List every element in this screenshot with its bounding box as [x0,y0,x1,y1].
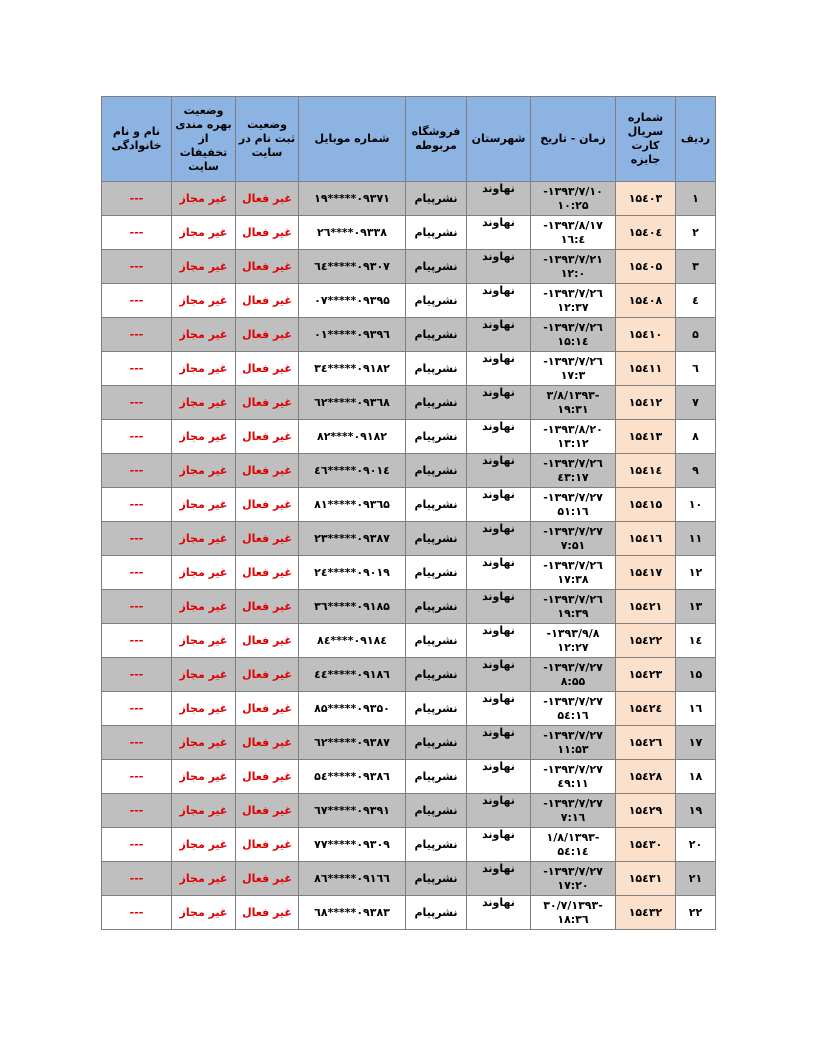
table-row [102,624,716,658]
header-serial: شماره سریال کارت جایزه [616,97,676,182]
mobile-cell: ۰۹۰۱٤*****٤٦ [299,454,406,488]
city-cell: نهاوند [467,216,531,250]
row-index: ۱۰ [676,488,716,522]
shop-cell: نشرپیام [406,386,467,420]
register-status-cell: غیر فعال [236,284,299,318]
datetime-cell: ۱۳۹۳/۷/۲۷- ۱۱:۵۳ [531,726,616,760]
city-cell: نهاوند [467,828,531,862]
benefit-status-cell: غیر مجاز [172,692,236,726]
shop-cell: نشرپیام [406,318,467,352]
row-index: ۱۱ [676,522,716,556]
row-index: ۲۱ [676,862,716,896]
table-row [102,386,716,420]
serial-cell: ۱۵٤۲۱ [616,590,676,624]
datetime-cell: ۱۳۹۳/۷/۲۷- ۱٦:۵٤ [531,692,616,726]
header-mobile: شماره موبایل [299,97,406,182]
shop-cell: نشرپیام [406,794,467,828]
benefit-status-cell: غیر مجاز [172,658,236,692]
name-cell: --- [102,488,172,522]
mobile-cell: ۰۹۳۰۷*****٦٤ [299,250,406,284]
table-row [102,522,716,556]
benefit-status-cell: غیر مجاز [172,420,236,454]
register-status-cell: غیر فعال [236,760,299,794]
name-cell: --- [102,658,172,692]
shop-cell: نشرپیام [406,760,467,794]
register-status-cell: غیر فعال [236,216,299,250]
city-cell: نهاوند [467,862,531,896]
name-cell: --- [102,284,172,318]
register-status-cell: غیر فعال [236,522,299,556]
register-status-cell: غیر فعال [236,556,299,590]
mobile-cell: ۰۹۱٦٦*****۸٦ [299,862,406,896]
serial-cell: ۱۵٤۱۰ [616,318,676,352]
name-cell: --- [102,454,172,488]
shop-cell: نشرپیام [406,420,467,454]
benefit-status-cell: غیر مجاز [172,216,236,250]
mobile-cell: ۰۹۱۸۵*****۳٦ [299,590,406,624]
serial-cell: ۱۵٤۱۵ [616,488,676,522]
table-row [102,896,716,930]
benefit-status-cell: غیر مجاز [172,284,236,318]
serial-cell: ۱۵٤۰٤ [616,216,676,250]
register-status-cell: غیر فعال [236,590,299,624]
benefit-status-cell: غیر مجاز [172,386,236,420]
serial-cell: ۱۵٤۱۳ [616,420,676,454]
register-status-cell: غیر فعال [236,828,299,862]
benefit-status-cell: غیر مجاز [172,760,236,794]
row-index: ۱۳ [676,590,716,624]
register-status-cell: غیر فعال [236,624,299,658]
benefit-status-cell: غیر مجاز [172,726,236,760]
table-row [102,726,716,760]
register-status-cell: غیر فعال [236,726,299,760]
datetime-cell: ۱۳۹۳/۷/۲۷- ۷:۵۱ [531,522,616,556]
table-row [102,590,716,624]
serial-cell: ۱۵٤۲۸ [616,760,676,794]
name-cell: --- [102,420,172,454]
serial-cell: ۱۵٤۲۲ [616,624,676,658]
city-cell: نهاوند [467,590,531,624]
city-cell: نهاوند [467,420,531,454]
table-row [102,420,716,454]
mobile-cell: ۰۹۰۱۹*****۲٤ [299,556,406,590]
table-row [102,794,716,828]
city-cell: نهاوند [467,488,531,522]
datetime-cell: -۱/۸/۱۳۹۳ ۱٤:۵٤ [531,828,616,862]
header-shop: فروشگاه مربوطه [406,97,467,182]
datetime-cell: ۱۳۹۳/۷/۲٦- ۱۷:۳۸ [531,556,616,590]
name-cell: --- [102,318,172,352]
mobile-cell: ۰۹۳۸۳*****٦۸ [299,896,406,930]
name-cell: --- [102,624,172,658]
datetime-cell: ۱۳۹۳/۷/۲٦- ۱۵:۱٤ [531,318,616,352]
register-status-cell: غیر فعال [236,896,299,930]
shop-cell: نشرپیام [406,250,467,284]
row-index: ۱۸ [676,760,716,794]
serial-cell: ۱۵٤۱٤ [616,454,676,488]
shop-cell: نشرپیام [406,488,467,522]
table-row [102,692,716,726]
serial-cell: ۱۵٤۰۳ [616,182,676,216]
name-cell: --- [102,862,172,896]
city-cell: نهاوند [467,794,531,828]
benefit-status-cell: غیر مجاز [172,488,236,522]
name-cell: --- [102,692,172,726]
name-cell: --- [102,896,172,930]
mobile-cell: ۰۹۳٦۵*****۸۱ [299,488,406,522]
serial-cell: ۱۵٤۰۵ [616,250,676,284]
benefit-status-cell: غیر مجاز [172,182,236,216]
register-status-cell: غیر فعال [236,794,299,828]
benefit-status-cell: غیر مجاز [172,896,236,930]
serial-cell: ۱۵٤۲۹ [616,794,676,828]
header-register-status: وضعیت ثبت نام در سایت [236,97,299,182]
serial-cell: ۱۵٤۳۱ [616,862,676,896]
header-benefit-status: وضعیت بهره مندی از تخفیفات سایت [172,97,236,182]
register-status-cell: غیر فعال [236,488,299,522]
name-cell: --- [102,726,172,760]
mobile-cell: ۰۹۳۹۱*****٦۷ [299,794,406,828]
register-status-cell: غیر فعال [236,420,299,454]
winners-table [101,96,716,930]
datetime-cell: ۱۳۹۳/۷/۲۷- ۸:۵۵ [531,658,616,692]
shop-cell: نشرپیام [406,692,467,726]
datetime-cell: -۳۰/۷/۱۳۹۳ ۱۸:۳٦ [531,896,616,930]
table-row [102,556,716,590]
mobile-cell: ۰۹۱۸٤****۸٤ [299,624,406,658]
row-index: ۹ [676,454,716,488]
row-index: ۱۹ [676,794,716,828]
mobile-cell: ۰۹۳۰۹*****۷۷ [299,828,406,862]
serial-cell: ۱۵٤۲٦ [616,726,676,760]
table-row [102,284,716,318]
mobile-cell: ۰۹۳۵۰*****۸۵ [299,692,406,726]
serial-cell: ۱۵٤۳۲ [616,896,676,930]
city-cell: نهاوند [467,284,531,318]
datetime-cell: ۱۳۹۳/۸/۲۰- ۱۳:۱۲ [531,420,616,454]
shop-cell: نشرپیام [406,862,467,896]
datetime-cell: ۱۳۹۳/۷/۲۷- ۱۷:۲۰ [531,862,616,896]
name-cell: --- [102,556,172,590]
table-row [102,760,716,794]
row-index: ۱٤ [676,624,716,658]
mobile-cell: ۰۹۳۳۸****۲٦ [299,216,406,250]
city-cell: نهاوند [467,896,531,930]
register-status-cell: غیر فعال [236,862,299,896]
row-index: ۱ [676,182,716,216]
row-index: ۱۵ [676,658,716,692]
serial-cell: ۱۵٤۳۰ [616,828,676,862]
table-row [102,250,716,284]
header-city: شهرستان [467,97,531,182]
header-radif: ردیف [676,97,716,182]
row-index: ۷ [676,386,716,420]
name-cell: --- [102,250,172,284]
register-status-cell: غیر فعال [236,352,299,386]
register-status-cell: غیر فعال [236,386,299,420]
row-index: ۳ [676,250,716,284]
name-cell: --- [102,182,172,216]
city-cell: نهاوند [467,454,531,488]
benefit-status-cell: غیر مجاز [172,794,236,828]
shop-cell: نشرپیام [406,454,467,488]
shop-cell: نشرپیام [406,624,467,658]
city-cell: نهاوند [467,658,531,692]
mobile-cell: ۰۹۱۸٦*****٤٤ [299,658,406,692]
datetime-cell: ۱۳۹۳/۷/۲٦- ۱۷:٤۳ [531,454,616,488]
datetime-cell: ۱۳۹۳/۷/۲٦- ۱۹:۳۹ [531,590,616,624]
city-cell: نهاوند [467,182,531,216]
city-cell: نهاوند [467,352,531,386]
datetime-cell: ۱۳۹۳/۸/۱۷- ۱٦:٤ [531,216,616,250]
register-status-cell: غیر فعال [236,692,299,726]
table-row [102,658,716,692]
datetime-cell: ۱۳۹۳/۷/۲۷- ۱٦:۷ [531,794,616,828]
name-cell: --- [102,216,172,250]
benefit-status-cell: غیر مجاز [172,250,236,284]
city-cell: نهاوند [467,624,531,658]
benefit-status-cell: غیر مجاز [172,828,236,862]
benefit-status-cell: غیر مجاز [172,318,236,352]
city-cell: نهاوند [467,692,531,726]
shop-cell: نشرپیام [406,284,467,318]
header-datetime: زمان - تاریخ [531,97,616,182]
mobile-cell: ۰۹۳٦۸*****٦۲ [299,386,406,420]
datetime-cell: ۱۳۹۳/۹/۸- ۱۲:۲۷ [531,624,616,658]
datetime-cell: ۱۳۹۳/۷/۲۷- ۱۱:٤۹ [531,760,616,794]
mobile-cell: ۰۹۳۸٦*****۵٤ [299,760,406,794]
serial-cell: ۱۵٤۲۳ [616,658,676,692]
city-cell: نهاوند [467,386,531,420]
benefit-status-cell: غیر مجاز [172,454,236,488]
city-cell: نهاوند [467,760,531,794]
row-index: ۱۲ [676,556,716,590]
name-cell: --- [102,386,172,420]
shop-cell: نشرپیام [406,216,467,250]
table-row [102,318,716,352]
serial-cell: ۱۵٤۱۱ [616,352,676,386]
serial-cell: ۱۵٤۱۲ [616,386,676,420]
shop-cell: نشرپیام [406,522,467,556]
table-row [102,182,716,216]
city-cell: نهاوند [467,318,531,352]
datetime-cell: ۱۳۹۳/۷/۲۷- ۱٦:۵۱ [531,488,616,522]
name-cell: --- [102,590,172,624]
row-index: ۱٦ [676,692,716,726]
table-header-row [102,97,716,182]
mobile-cell: ۰۹۳۷۱*****۱۹ [299,182,406,216]
benefit-status-cell: غیر مجاز [172,862,236,896]
serial-cell: ۱۵٤۰۸ [616,284,676,318]
mobile-cell: ۰۹۳۹۵*****۰۷ [299,284,406,318]
header-name: نام و نام خانوادگی [102,97,172,182]
shop-cell: نشرپیام [406,182,467,216]
benefit-status-cell: غیر مجاز [172,556,236,590]
shop-cell: نشرپیام [406,590,467,624]
row-index: ۵ [676,318,716,352]
datetime-cell: ۱۳۹۳/۷/۱۰- ۱۰:۲۵ [531,182,616,216]
row-index: ۸ [676,420,716,454]
shop-cell: نشرپیام [406,658,467,692]
datetime-cell: ۱۳۹۳/۷/۲٦- ۱۲:۳۷ [531,284,616,318]
name-cell: --- [102,522,172,556]
datetime-cell: -۳/۸/۱۳۹۳ ۱۹:۳۱ [531,386,616,420]
mobile-cell: ۰۹۳۸۷*****٦۲ [299,726,406,760]
table-row [102,454,716,488]
city-cell: نهاوند [467,250,531,284]
row-index: ٤ [676,284,716,318]
table-row [102,488,716,522]
name-cell: --- [102,828,172,862]
city-cell: نهاوند [467,726,531,760]
table-row [102,352,716,386]
shop-cell: نشرپیام [406,726,467,760]
row-index: ۲ [676,216,716,250]
register-status-cell: غیر فعال [236,318,299,352]
register-status-cell: غیر فعال [236,250,299,284]
mobile-cell: ۰۹۱۸۲*****۳٤ [299,352,406,386]
serial-cell: ۱۵٤۱۷ [616,556,676,590]
datetime-cell: ۱۳۹۳/۷/۲۱- ۱۲:۰ [531,250,616,284]
register-status-cell: غیر فعال [236,182,299,216]
serial-cell: ۱۵٤۱٦ [616,522,676,556]
datetime-cell: ۱۳۹۳/۷/۲٦- ۱۷:۳ [531,352,616,386]
benefit-status-cell: غیر مجاز [172,624,236,658]
shop-cell: نشرپیام [406,896,467,930]
benefit-status-cell: غیر مجاز [172,522,236,556]
shop-cell: نشرپیام [406,828,467,862]
mobile-cell: ۰۹۱۸۲****۸۲ [299,420,406,454]
row-index: ۱۷ [676,726,716,760]
shop-cell: نشرپیام [406,556,467,590]
serial-cell: ۱۵٤۲٤ [616,692,676,726]
row-index: ۲۰ [676,828,716,862]
table-row [102,828,716,862]
benefit-status-cell: غیر مجاز [172,352,236,386]
city-cell: نهاوند [467,556,531,590]
mobile-cell: ۰۹۳۸۷*****۲۳ [299,522,406,556]
name-cell: --- [102,352,172,386]
city-cell: نهاوند [467,522,531,556]
row-index: ٦ [676,352,716,386]
shop-cell: نشرپیام [406,352,467,386]
name-cell: --- [102,794,172,828]
register-status-cell: غیر فعال [236,658,299,692]
benefit-status-cell: غیر مجاز [172,590,236,624]
mobile-cell: ۰۹۳۹٦*****۰۱ [299,318,406,352]
row-index: ۲۲ [676,896,716,930]
name-cell: --- [102,760,172,794]
table-row [102,862,716,896]
table-row [102,216,716,250]
register-status-cell: غیر فعال [236,454,299,488]
